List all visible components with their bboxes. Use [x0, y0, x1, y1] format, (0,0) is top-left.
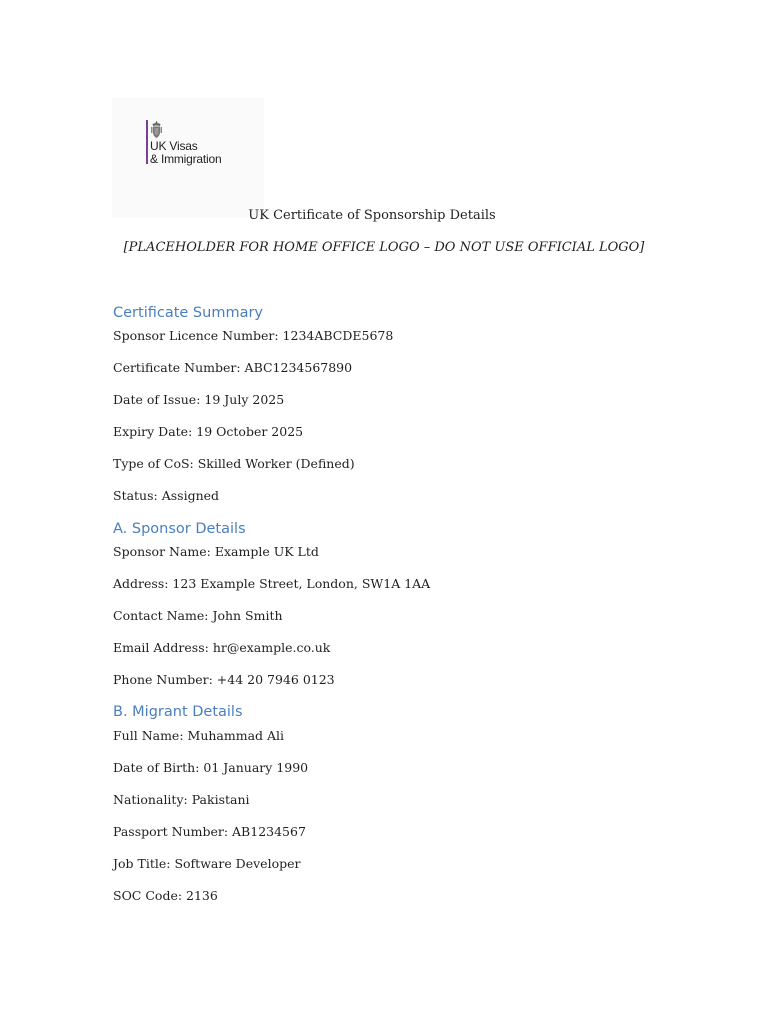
- section-heading-sponsor-details: A. Sponsor Details: [113, 521, 246, 537]
- placeholder-note: [PLACEHOLDER FOR HOME OFFICE LOGO – DO NOT USE OFFICIAL LOGO]: [123, 240, 645, 255]
- field-contact-name: Contact Name: John Smith: [113, 608, 283, 623]
- field-job-title: Job Title: Software Developer: [113, 856, 301, 871]
- field-type-of-cos: Type of CoS: Skilled Worker (Defined): [113, 456, 355, 471]
- field-soc-code: SOC Code: 2136: [113, 888, 218, 903]
- field-sponsor-name: Sponsor Name: Example UK Ltd: [113, 544, 319, 559]
- section-heading-certificate-summary: Certificate Summary: [113, 305, 263, 321]
- field-status: Status: Assigned: [113, 488, 220, 503]
- field-passport-number: Passport Number: AB1234567: [113, 824, 306, 839]
- field-full-name: Full Name: Muhammad Ali: [113, 728, 285, 743]
- field-date-of-birth: Date of Birth: 01 January 1990: [113, 760, 309, 775]
- field-date-of-issue: Date of Issue: 19 July 2025: [113, 392, 285, 407]
- logo-text: [150, 140, 221, 166]
- field-expiry-date: Expiry Date: 19 October 2025: [113, 424, 304, 439]
- logo-line-2: & Immigration: [150, 152, 222, 166]
- field-nationality: Nationality: Pakistani: [113, 792, 250, 807]
- logo-line-1: UK Visas: [150, 139, 198, 153]
- section-heading-migrant-details: B. Migrant Details: [113, 704, 243, 720]
- logo-divider-bar: [146, 120, 148, 164]
- royal-crest-icon: [150, 120, 163, 140]
- uk-visas-logo: [112, 98, 264, 218]
- field-sponsor-licence-number: Sponsor Licence Number: 1234ABCDE5678: [113, 328, 394, 343]
- field-certificate-number: Certificate Number: ABC1234567890: [113, 360, 353, 375]
- document-title: UK Certificate of Sponsorship Details: [248, 208, 496, 223]
- field-address: Address: 123 Example Street, London, SW1A 1AA: [113, 576, 431, 591]
- field-phone-number: Phone Number: +44 20 7946 0123: [113, 672, 335, 687]
- field-email-address: Email Address: hr@example.co.uk: [113, 640, 331, 655]
